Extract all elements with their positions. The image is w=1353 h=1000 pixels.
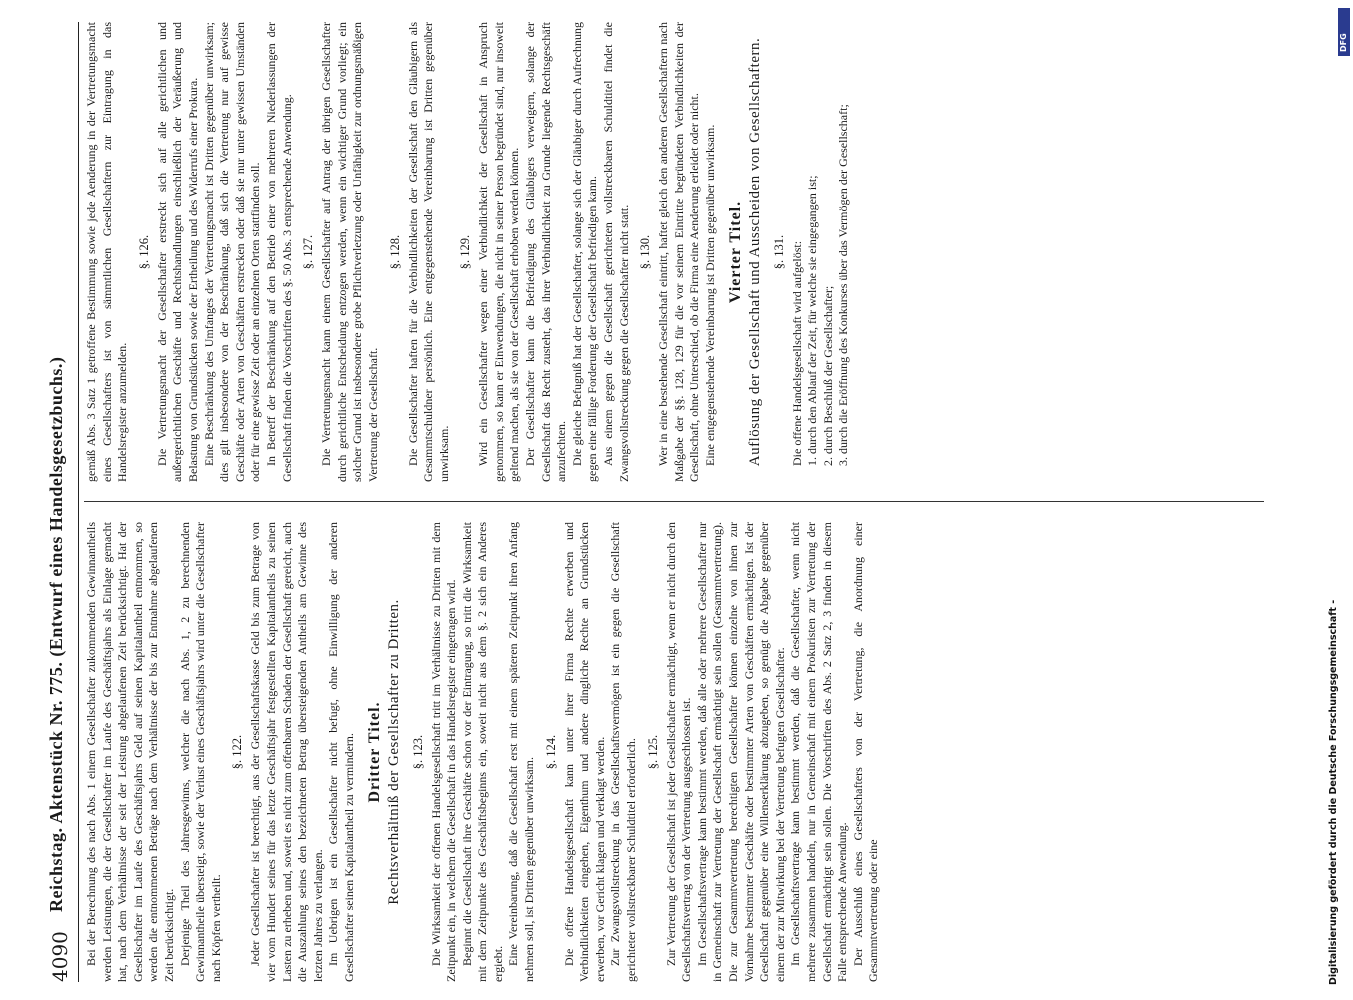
dfg-logo: [1338, 8, 1350, 56]
paragraph: Jeder Gesellschafter ist berechtigt, aus der Gesellschaftskasse Geld bis zum Betrage von vier vom Hundert seines für das letzte Geschäftsjahr festgestellten Kapitalantheils zu seinen Lasten zu erheben und, soweit es nicht zum offenbaren Schaden der Gesellschaft gereicht, auch die Auszahlung seines den bezeichneten Betrag übersteigenden Antheils am Gewinne des letzten Jahres zu verlangen.: [248, 522, 325, 982]
page-number: 4090: [48, 931, 72, 982]
paragraph: gemäß Abs. 3 Satz 1 getroffene Bestimmung sowie jede Aenderung in der Vertretungsmacht eines Gesellschafters ist von sämmtlichen Gesellschaftern zur Eintragung in das Handelsregister anzumelden.: [84, 22, 130, 482]
paragraph: Beginnt die Gesellschaft ihre Geschäfte schon vor der Eintragung, so tritt die Wirksamkeit mit dem Zeitpunkte des Geschäftsbeginns ein, soweit nicht aus dem §. 2 sich ein Anderes ergiebt.: [459, 522, 505, 982]
paragraph: Im Gesellschaftsvertrage kann bestimmt werden, daß alle oder mehrere Gesellschafter nur in Gemeinschaft zur Vertretung der Gesellschaft ermächtigt sein sollen (Gesammtvertretung). Die zur Gesammtvertretung berechtigten Gesellschafter können einzelne von ihnen zur Vornahme bestimmter Geschäfte oder bestimmter Arten von Geschäften ermächtigen. Ist der Gesellschaft gegenüber eine Willenserklärung abzugeben, so genügt die Abgabe gegenüber einem der zur Mitwirkung bei der Vertretung befugten Gesellschafter.: [694, 522, 787, 982]
paragraph: Wird ein Gesellschafter wegen einer Verbindlichkeit der Gesellschaft in Anspruch genommen, so kann er Einwendungen, die nicht in seiner Person begründet sind, nur insoweit geltend machen, als sie von der Gesellschaft erhoben werden können.: [476, 22, 522, 482]
section-heading: §. 129.: [458, 234, 473, 270]
rotated-page: [40, 22, 1270, 982]
list-item: 1. durch den Ablauf der Zeit, für welche sie eingegangen ist;: [805, 175, 820, 466]
section-heading: §. 122.: [230, 734, 245, 770]
paragraph: Die offene Handelsgesellschaft wird aufgelöst:: [789, 240, 804, 466]
title-heading: Dritter Titel.: [365, 701, 383, 803]
section-heading: §. 128.: [387, 234, 402, 270]
title-subheading: Auflösung der Gesellschaft und Ausscheiden von Gesellschaftern.: [746, 37, 763, 467]
paragraph: Die Vertretungsmacht kann einem Gesellschafter auf Antrag der übrigen Gesellschafter durch gerichtliche Entscheidung entzogen werden, wenn ein wichtiger Grund vorliegt; ein solcher Grund ist insbesondere grobe Pflichtverletzung oder Unfähigkeit zur ordnungsmäßigen Vertretung der Gesellschaft.: [319, 22, 380, 482]
page-header: [40, 22, 80, 982]
paragraph: Aus einem gegen die Gesellschaft gerichteten vollstreckbaren Schuldtitel findet die Zwangsvollstreckung gegen die Gesellschafter nicht statt.: [601, 22, 631, 482]
paragraph: Derjenige Theil des Jahresgewinns, welcher die nach Abs. 1, 2 zu berechnenden Gewinnantheile übersteigt, sowie der Verlust eines Geschäftsjahrs wird unter die Gesellschafter nach Köpfen vertheilt.: [177, 522, 223, 982]
paragraph: Die gleiche Befugniß hat der Gesellschafter, solange sich der Gläubiger durch Aufrechnung gegen eine fällige Forderung der Gesellschaft befriedigen kann.: [569, 22, 600, 482]
paragraph: Die offene Handelsgesellschaft kann unter ihrer Firma Rechte erwerben und Verbindlichkeiten eingehen, Eigenthum und andere dingliche Rechte an Grundstücken erwerben, vor Gericht klagen und verklagt werden.: [561, 522, 607, 982]
paragraph: Eine Vereinbarung, daß die Gesellschaft erst mit einem späteren Zeitpunkt ihren Anfang nehmen soll, ist Dritten gegenüber unwirksam.: [506, 522, 537, 982]
paragraph: Im Uebrigen ist ein Gesellschafter nicht befugt, ohne Einwilligung der anderen Gesellschafter seinen Kapitalantheil zu vermindern.: [326, 522, 356, 982]
section-heading: §. 123.: [410, 734, 425, 770]
header-rule: [78, 22, 79, 982]
side-credit: [1310, 10, 1350, 995]
paragraph: Der Gesellschafter kann die Befriedigung des Gläubigers verweigern, solange der Gesellschaft das Recht zusteht, das ihrer Verbindlichkeit zu Grunde liegende Rechtsgeschäft anzufechten.: [523, 22, 569, 482]
list-item: 2. durch Beschluß der Gesellschafter;: [820, 285, 835, 466]
section-heading: §. 126.: [136, 234, 151, 270]
paragraph: Der Ausschluß eines Gesellschafters von der Vertretung, die Anordnung einer Gesammtvertretung oder eine: [850, 522, 881, 982]
paragraph: Bei der Berechnung des nach Abs. 1 einem Gesellschafter zukommenden Gewinnantheils werden Leistungen, die der Gesellschafter im Laufe des Geschäftsjahrs als Einlage gemacht hat, nach dem Verhältnisse der seit der Leistung abgelaufenen Zeit berücksichtigt. Hat der Gesellschafter im Laufe des Geschäftsjahrs Geld auf seinen Kapitalantheil entnommen, so werden die entnommenen Beträge nach dem Verhältnisse der bis zur Entnahme abgelaufenen Zeit berücksichtigt.: [84, 522, 176, 982]
dfg-logo-text: DFG: [1339, 33, 1348, 52]
paragraph: Wer in eine bestehende Gesellschaft eintritt, haftet gleich den anderen Gesellschaftern nach Maßgabe der §§. 128, 129 für die vor seinem Eintritte begründeten Verbindlichkeiten der Gesellschaft, ohne Unterschied, ob die Firma eine Aenderung erleidet oder nicht.: [656, 22, 702, 482]
section-heading: §. 130.: [638, 234, 653, 270]
paragraph: Die Vertretungsmacht der Gesellschafter erstreckt sich auf alle gerichtlichen und außergerichtlichen Geschäfte und Rechtshandlungen einschließlich der Veräußerung und Belastung von Grundstücken sowie der Ertheilung und des Widerrufs einer Prokura.: [154, 22, 200, 482]
credit-text: Digitalisierung gefördert durch die Deutsche Forschungsgemeinschaft -: [1328, 599, 1339, 985]
paragraph: In Betreff der Beschränkung auf den Betrieb einer von mehreren Niederlassungen der Gesellschaft finden die Vorschriften des §. 50 Abs. 3 entsprechende Anwendung.: [263, 22, 294, 482]
right-column: [84, 22, 1264, 482]
section-heading: §. 124.: [543, 734, 558, 770]
column-divider: [84, 501, 1264, 502]
paragraph: Die Gesellschafter haften für die Verbindlichkeiten der Gesellschaft den Gläubigern als Gesammtschuldner persönlich. Eine entgegenstehende Vereinbarung ist Dritten gegenüber unwirksam.: [405, 22, 451, 482]
left-column: [84, 522, 1264, 982]
paragraph: Eine entgegenstehende Vereinbarung ist Dritten gegenüber unwirksam.: [703, 124, 717, 466]
running-head: Reichstag. Aktenstück Nr. 775. (Entwurf eines Handelsgesetzbuchs.): [46, 356, 66, 912]
title-subheading: Rechtsverhältniß der Gesellschafter zu Dritten.: [385, 599, 402, 905]
section-heading: §. 127.: [301, 234, 316, 270]
paragraph: Eine Beschränkung des Umfanges der Vertretungsmacht ist Dritten gegenüber unwirksam; dies gilt insbesondere von der Beschränkung, daß sich die Vertretung nur auf gewisse Geschäfte oder Arten von Geschäften erstrecken oder daß sie nur unter gewissen Umständen oder für eine gewisse Zeit oder an einzelnen Orten stattfinden soll.: [201, 22, 263, 482]
paragraph: Im Gesellschaftsvertrage kann bestimmt werden, daß die Gesellschafter, wenn nicht mehrere zusammen handeln, nur in Gemeinschaft mit einem Prokuristen zur Vertretung der Gesellschaft ermächtigt sein sollen. Die Vorschriften des Abs. 2 Satz 2, 3 finden in diesem Falle entsprechende Anwendung.: [788, 522, 850, 982]
section-heading: §. 131.: [771, 234, 786, 270]
title-heading: Vierter Titel.: [726, 200, 744, 304]
paragraph: Zur Vertretung der Gesellschaft ist jeder Gesellschafter ermächtigt, wenn er nicht durch den Gesellschaftsvertrag von der Vertretung ausgeschlossen ist.: [663, 522, 694, 982]
section-heading: §. 125.: [645, 734, 660, 770]
paragraph: Die Wirksamkeit der offenen Handelsgesellschaft tritt im Verhältnisse zu Dritten mit dem Zeitpunkt ein, in welchem die Gesellschaft in das Handelsregister eingetragen wird.: [428, 522, 459, 982]
list-item: 3. durch die Eröffnung des Konkurses über das Vermögen der Gesellschaft;: [836, 104, 851, 466]
paragraph: Zur Zwangsvollstreckung in das Gesellschaftsvermögen ist ein gegen die Gesellschaft gerichteter vollstreckbarer Schuldtitel erforderlich.: [608, 522, 639, 982]
